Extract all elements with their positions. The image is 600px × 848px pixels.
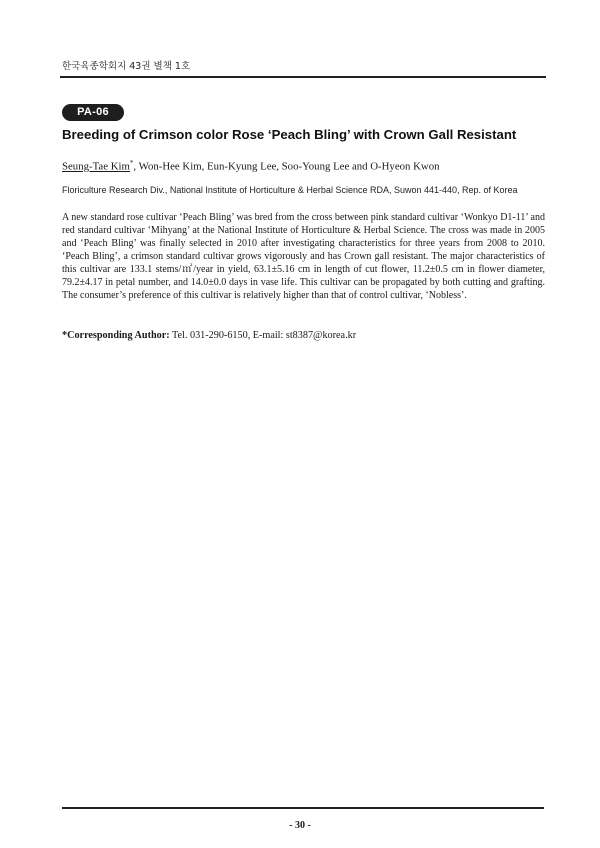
author-list <box>62 159 552 173</box>
abstract-id-badge: PA-06 <box>62 104 124 121</box>
corresponding-label: *Corresponding Author: <box>62 330 170 341</box>
co-authors: , Won-Hee Kim, Eun-Kyung Lee, Soo-Young Lee and O-Hyeon Kwon <box>133 160 440 173</box>
affiliation: Floriculture Research Div., National Institute of Horticulture & Herbal Science RDA, Suwon 441-440, Rep. of Korea <box>62 185 518 195</box>
journal-header: 한국육종학회지 43권 별책 1호 <box>62 61 191 72</box>
abstract-text: A new standard rose cultivar ‘Peach Bling’ was bred from the cross between pink standard cultivar ‘Wonkyo D1-11’ and red standard cultivar ‘Mihyang’ at the National Institute of Horticulture & Herbal Science. The cross was made in 2005 and ‘Peach Bling’ was finally selected in 2010 after investigating characteristics for three years from 2008 to 2010. ‘Peach Bling’, a crimson standard cultivar grows vigorously and has Crown gall resistant. The major characteristics of this cultivar are 133.1 stems/㎡/year in yield, 63.1±5.16 cm in length of cut flower, 11.2±0.5 cm in flower diameter, 79.2±4.17 in petal number, and 14.0±0.0 days in vase life. This cultivar can be propagated by both cutting and grafting. The consumer’s preference of this cultivar is relatively higher than that of control cultivar, ‘Nobless’. <box>62 212 545 301</box>
corresponding-author <box>62 330 545 341</box>
corresponding-details: Tel. 031-290-6150, E-mail: st8387@korea.kr <box>169 330 357 341</box>
page-number: - 30 - <box>289 820 311 831</box>
first-author: Seung-Tae Kim <box>62 160 130 173</box>
paper-title: Breeding of Crimson color Rose ‘Peach Bling’ with Crown Gall Resistant <box>62 127 517 142</box>
corresponding-mark: * <box>129 159 134 167</box>
header-divider <box>60 76 546 78</box>
footer-divider <box>62 807 544 809</box>
